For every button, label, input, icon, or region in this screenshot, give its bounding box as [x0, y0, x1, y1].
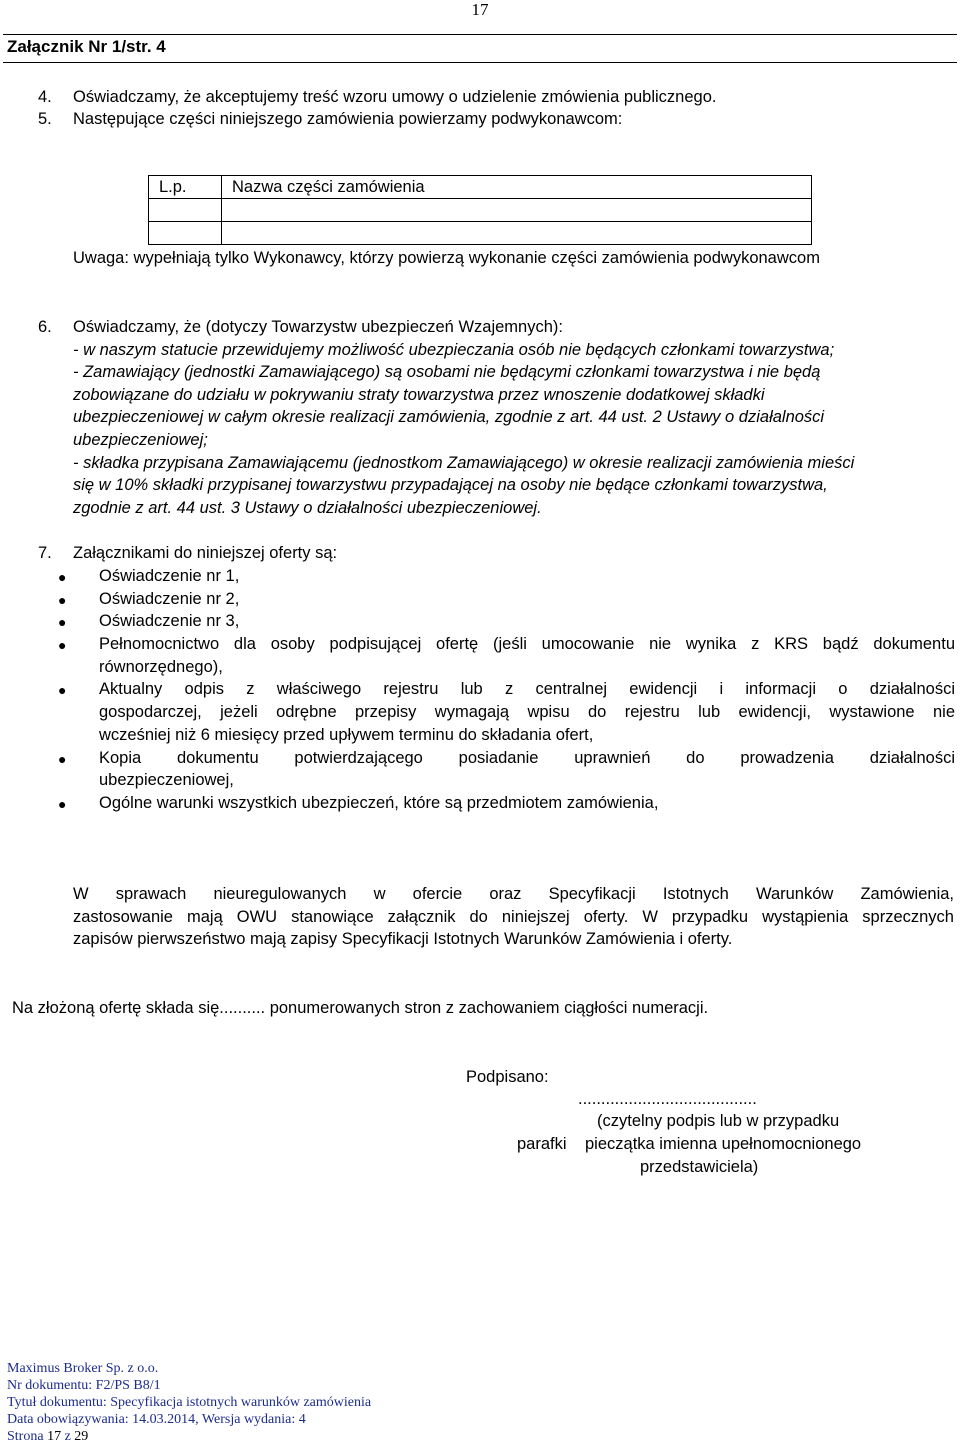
- table-cell[interactable]: [222, 199, 812, 222]
- bullet-icon: ●: [58, 569, 67, 585]
- signature-caption: przedstawiciela): [640, 1158, 759, 1176]
- attachment-item: Aktualny odpis z właściwego rejestru lub z centralnej ewidencji i informacji o działalności: [99, 680, 955, 698]
- item-6-line: zgodnie z art. 44 ust. 3 Ustawy o działalności ubezpieczeniowej.: [73, 499, 542, 517]
- footer-company: Maximus Broker Sp. z o.o.: [7, 1361, 159, 1376]
- signature-dots: .......................................: [578, 1090, 757, 1108]
- item-6-line: zobowiązane do udziału w pokrywaniu straty towarzystwa przez wnoszenie dodatkowej składki: [73, 386, 765, 404]
- footer-page-of: z: [64, 1429, 71, 1444]
- header-title: Załącznik Nr 1/str. 4: [7, 37, 166, 56]
- item-5-number: 5.: [38, 110, 52, 128]
- item-6-line: ubezpieczeniowej;: [73, 431, 208, 449]
- attachment-item-continued: równorzędnego),: [99, 658, 223, 676]
- table-header-part-name: Nazwa części zamówienia: [222, 176, 812, 199]
- signature-caption: (czytelny podpis lub w przypadku: [597, 1112, 840, 1130]
- signature-caption: parafki: [517, 1135, 567, 1153]
- table-cell[interactable]: [149, 199, 222, 222]
- pages-statement: Na złożoną ofertę składa się.......... ponumerowanych stron z zachowaniem ciągłości numeracji.: [12, 999, 709, 1017]
- page-number: 17: [471, 0, 489, 19]
- attachment-item: Kopia dokumentu potwierdzającego posiadanie uprawnień do prowadzenia działalności: [99, 749, 955, 767]
- closing-line: zapisów pierwszeństwo mają zapisy Specyfikacji Istotnych Warunków Zamówienia i oferty.: [73, 930, 733, 948]
- attachment-item-continued: ubezpieczeniowej,: [99, 771, 234, 789]
- item-5-text: Następujące części niniejszego zamówienia powierzamy podwykonawcom:: [73, 110, 623, 128]
- attachment-item: Ogólne warunki wszystkich ubezpieczeń, które są przedmiotem zamówienia,: [99, 794, 659, 812]
- footer-page-total: 29: [74, 1429, 89, 1444]
- table-header-row: [149, 176, 812, 199]
- footer-page-label: Strona: [7, 1429, 44, 1444]
- closing-line: zastosowanie mają OWU stanowiące załącznik do niniejszej oferty. W przypadku wystąpienia sprzecznych: [73, 908, 954, 926]
- footer-page-current: 17: [47, 1429, 62, 1444]
- table-header-lp: L.p.: [149, 176, 222, 199]
- table-row: [149, 222, 812, 245]
- footer-doc-title: Tytuł dokumentu: Specyfikacja istotnych warunków zamówienia: [7, 1395, 372, 1410]
- table-cell[interactable]: [222, 222, 812, 245]
- header-rule-bottom: [3, 62, 957, 63]
- attachment-item: Oświadczenie nr 2,: [99, 590, 240, 608]
- closing-line: W sprawach nieuregulowanych w ofercie oraz Specyfikacji Istotnych Warunków Zamówienia,: [73, 885, 954, 903]
- bullet-icon: ●: [58, 614, 67, 630]
- bullet-icon: ●: [58, 637, 67, 653]
- item-4-text: Oświadczamy, że akceptujemy treść wzoru umowy o udzielenie zmówienia publicznego.: [73, 88, 717, 106]
- item-6-intro: Oświadczamy, że (dotyczy Towarzystw ubezpieczeń Wzajemnych):: [73, 318, 563, 336]
- table-row: [149, 199, 812, 222]
- header-rule-top: [3, 34, 957, 35]
- footer-page-indicator: [7, 1428, 88, 1446]
- bullet-icon: ●: [58, 682, 67, 698]
- item-6-line: ubezpieczeniowej w całym okresie realizacji zamówienia, zgodnie z art. 44 ust. 2 Ustawy o działalności: [73, 408, 825, 426]
- bullet-icon: ●: [58, 796, 67, 812]
- item-6-number: 6.: [38, 318, 52, 336]
- item-4-number: 4.: [38, 88, 52, 106]
- footer-doc-number: Nr dokumentu: F2/PS B8/1: [7, 1378, 161, 1393]
- item-6-line: się w 10% składki przypisanej towarzystwu przypadającej na osoby nie będące członkami towarzystwa,: [73, 476, 828, 494]
- item-7-intro: Załącznikami do niniejszej oferty są:: [73, 544, 338, 562]
- bullet-icon: ●: [58, 751, 67, 767]
- signature-label: Podpisano:: [466, 1068, 549, 1086]
- table-cell[interactable]: [149, 222, 222, 245]
- subcontractor-parts-table: [148, 175, 812, 245]
- bullet-icon: ●: [58, 592, 67, 608]
- item-7-number: 7.: [38, 544, 52, 562]
- attachment-item-continued: wcześniej niż 6 miesięcy przed upływem terminu do składania ofert,: [99, 726, 594, 744]
- item-6-line: - składka przypisana Zamawiającemu (jednostkom Zamawiającego) w okresie realizacji zamówienia mieści: [73, 454, 855, 472]
- footer-validity: Data obowiązywania: 14.03.2014, Wersja wydania: 4: [7, 1412, 306, 1427]
- item-6-line: - w naszym statucie przewidujemy możliwość ubezpieczania osób nie będących członkami towarzystwa;: [73, 341, 835, 359]
- attachment-item: Oświadczenie nr 1,: [99, 567, 240, 585]
- item-6-line: - Zamawiający (jednostki Zamawiającego) są osobami nie będącymi członkami towarzystwa i nie będą: [73, 363, 821, 381]
- attachment-item: Pełnomocnictwo dla osoby podpisującej ofertę (jeśli umocowanie nie wynika z KRS bądź dokumentu: [99, 635, 955, 653]
- signature-caption: pieczątka imienna upełnomocnionego: [585, 1135, 862, 1153]
- attachment-item: Oświadczenie nr 3,: [99, 612, 240, 630]
- subcontractor-note: Uwaga: wypełniają tylko Wykonawcy, którzy powierzą wykonanie części zamówienia podwykonawcom: [73, 249, 820, 267]
- attachment-item-continued: gospodarczej, jeżeli odrębne przepisy wymagają wpisu do rejestru lub ewidencji, wystawione nie: [99, 703, 955, 721]
